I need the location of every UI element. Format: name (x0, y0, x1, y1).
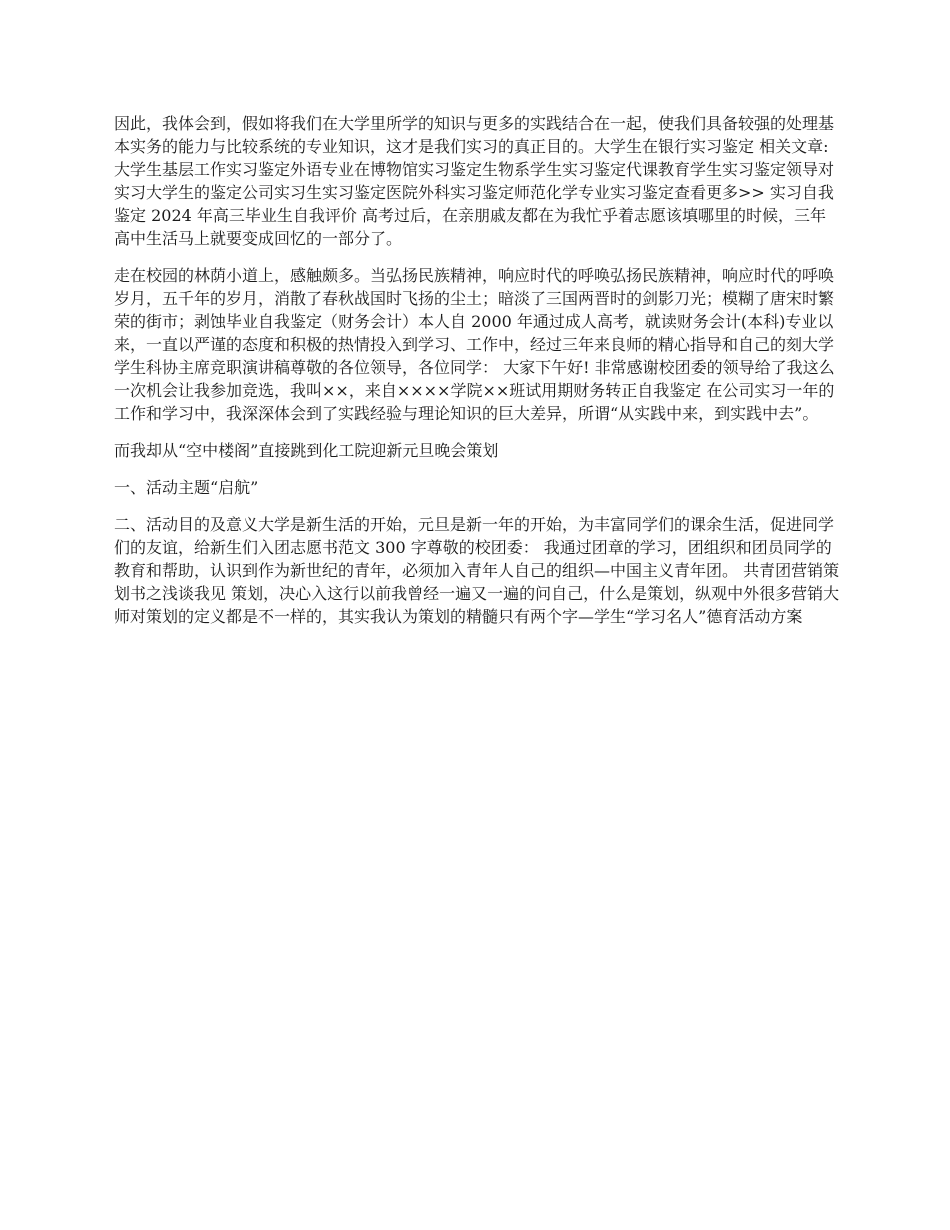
paragraph-2: 走在校园的林荫小道上，感触颇多。当弘扬民族精神，响应时代的呼唤弘扬民族精神，响应时代的呼唤 岁月，五千年的岁月，消散了春秋战国时飞扬的尘土；暗淡了三国两晋时的剑影刀光；模糊了唐宋时繁荣的街市；剥蚀毕业自我鉴定（财务会计）本人自 2000 年通过成人高考，就读财务会计(本科)专业以来，一直以严谨的态度和积极的热情投入到学习、工作中，经过三年来良师的精心指导和自己的刻大学学生科协主席竞职演讲稿尊敬的各位领导，各位同学： 大家下午好! 非常感谢校团委的领导给了我这么一次机会让我参加竞选，我叫××，来自××××学院××班试用期财务转正自我鉴定 在公司实习一年的工作和学习中，我深深体会到了实践经验与理论知识的巨大差异，所谓“从实践中来，到实践中去”。 (114, 266, 835, 423)
paragraph-3: 而我却从“空中楼阁”直接跳到化工院迎新元旦晚会策划 (114, 441, 499, 460)
paragraph-4: 一、活动主题“启航” (114, 478, 259, 497)
paragraph-5: 二、活动目的及意义大学是新生活的开始，元旦是新一年的开始，为丰富同学们的课余生活，促进同学们的友谊，给新生们入团志愿书范文 300 字尊敬的校团委： 我通过团章的学习，团组织和团员同学的教育和帮助，认识到作为新世纪的青年，必须加入青年人自己的组织—中国主义青年团。 共青团营销策划书之浅谈我见 策划，决心入这行以前我曾经一遍又一遍的问自己，什么是策划，纵观中外很多营销大师对策划的定义都是不一样的，其实我认为策划的精髓只有两个字—学生“学习名人”德育活动方案 (114, 515, 840, 626)
paragraph-1: 因此，我体会到，假如将我们在大学里所学的知识与更多的实践结合在一起，使我们具备较强的处理基本实务的能力与比较系统的专业知识，这才是我们实习的真正目的。大学生在银行实习鉴定 相关文章:大学生基层工作实习鉴定外语专业在博物馆实习鉴定生物系学生实习鉴定代课教育学生实习鉴定领导对实习大学生的鉴定公司实习生实习鉴定医院外科实习鉴定师范化学专业实习鉴定查看更多>> 实习自我鉴定 2024 年高三毕业生自我评价 高考过后，在亲朋戚友都在为我忙乎着志愿该填哪里的时候，三年高中生活马上就要变成回忆的一部分了。 (114, 114, 835, 248)
document-page (114, 112, 840, 642)
